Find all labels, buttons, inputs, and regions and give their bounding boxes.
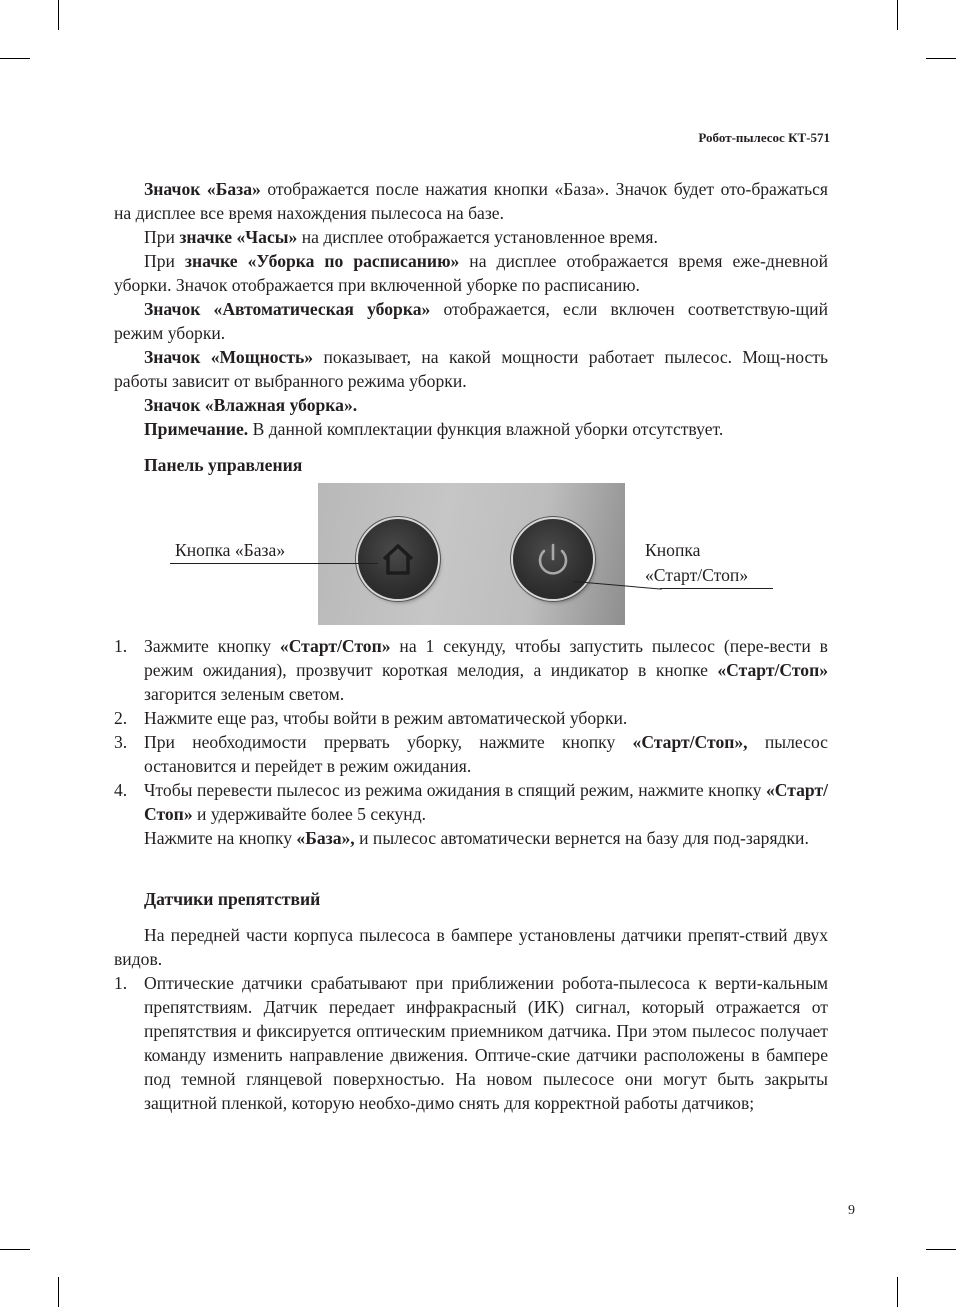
paragraph-clock-icon: При значке «Часы» на дисплее отображается установленное время. bbox=[144, 227, 658, 247]
step-item: 4. Чтобы перевести пылесос из режима ожидания в спящий режим, нажмите кнопку «Старт/Стоп» и удерживайте более 5 секунд. bbox=[114, 780, 828, 824]
sensors-section bbox=[114, 887, 828, 1115]
paragraph-sensors-intro: На передней части корпуса пылесоса в бампере установлены датчики препят-ствий двух видов. bbox=[114, 925, 828, 969]
crop-mark-bottom-right-h bbox=[926, 1249, 956, 1250]
crop-mark-top-left-h bbox=[0, 58, 30, 59]
control-steps bbox=[114, 634, 828, 850]
heading-control-panel: Панель управления bbox=[144, 455, 303, 475]
sensor-item: 1. Оптические датчики срабатывают при приближении робота-пылесоса к верти-кальным препятствиям. Датчик передает инфракрасный (ИК) сигнал, который отражается от препятствия и фиксируется оптическим приемником датчика. При этом пылесос получает команду изменить направление движения. Оптиче-ские датчики расположены в бампере под темной глянцевой поверхностью. На новом пылесосе они могут быть закрыты защитной пленкой, которую необхо-димо снять для корректной работы датчиков; bbox=[114, 973, 828, 1113]
paragraph-auto-icon: Значок «Автоматическая уборка» отображается, если включен соответствую-щий режим уборки. bbox=[114, 299, 828, 343]
paragraph-base-icon: Значок «База» отображается после нажатия кнопки «База». Значок будет ото-бражаться на дисплее все время нахождения пылесоса на базе. bbox=[114, 179, 828, 223]
label-start-stop-line1: Кнопка bbox=[645, 540, 701, 560]
step-item: 1. Зажмите кнопку «Старт/Стоп» на 1 секунду, чтобы запустить пылесос (пере-вести в режим ожидания), прозвучит короткая мелодия, а индикатор в кнопке «Старт/Стоп» загорится зеленым светом. bbox=[114, 636, 828, 704]
paragraph-power-level-icon: Значок «Мощность» показывает, на какой мощности работает пылесос. Мощ-ность работы зависит от выбранного режима уборки. bbox=[114, 347, 828, 391]
crop-mark-top-left-v bbox=[58, 0, 59, 30]
paragraph-schedule-icon: При значке «Уборка по расписанию» на дисплее отображается время еже-дневной уборки. Значок отображается при включенной уборке по расписанию. bbox=[114, 251, 828, 295]
crop-mark-top-right-v bbox=[897, 0, 898, 30]
page-number: 9 bbox=[848, 1203, 855, 1218]
steps-list bbox=[114, 634, 828, 826]
crop-mark-bottom-right-v bbox=[897, 1277, 898, 1307]
step-item: 3. При необходимости прервать уборку, нажмите кнопку «Старт/Стоп», пылесос остановится и перейдет в режим ожидания. bbox=[114, 732, 828, 776]
running-header: Робот-пылесос КТ-571 bbox=[698, 130, 830, 145]
heading-sensors: Датчики препятствий bbox=[144, 889, 321, 909]
power-icon bbox=[513, 519, 593, 599]
paragraph-wet-cleaning-icon: Значок «Влажная уборка». bbox=[144, 395, 358, 415]
label-start-stop-line2: «Старт/Стоп» bbox=[645, 565, 749, 585]
paragraph-base-return: Нажмите на кнопку «База», и пылесос автоматически вернется на базу для под-зарядки. bbox=[144, 828, 809, 848]
base-button-photo bbox=[358, 519, 438, 599]
control-panel-photo bbox=[318, 483, 625, 625]
leader-line-base bbox=[170, 563, 378, 564]
paragraph-note: Примечание. В данной комплектации функция влажной уборки отсутствует. bbox=[144, 419, 724, 439]
leader-line-start-stop-b bbox=[660, 588, 773, 589]
label-base-button: Кнопка «База» bbox=[175, 540, 286, 560]
sensors-list bbox=[114, 971, 828, 1115]
start-stop-button-photo bbox=[513, 519, 593, 599]
crop-mark-top-right-h bbox=[926, 58, 956, 59]
step-item: 2. Нажмите еще раз, чтобы войти в режим автоматической уборки. bbox=[114, 708, 628, 728]
icons-section bbox=[114, 177, 828, 477]
crop-mark-bottom-left-h bbox=[0, 1249, 30, 1250]
crop-mark-bottom-left-v bbox=[58, 1277, 59, 1307]
home-icon bbox=[358, 519, 438, 599]
